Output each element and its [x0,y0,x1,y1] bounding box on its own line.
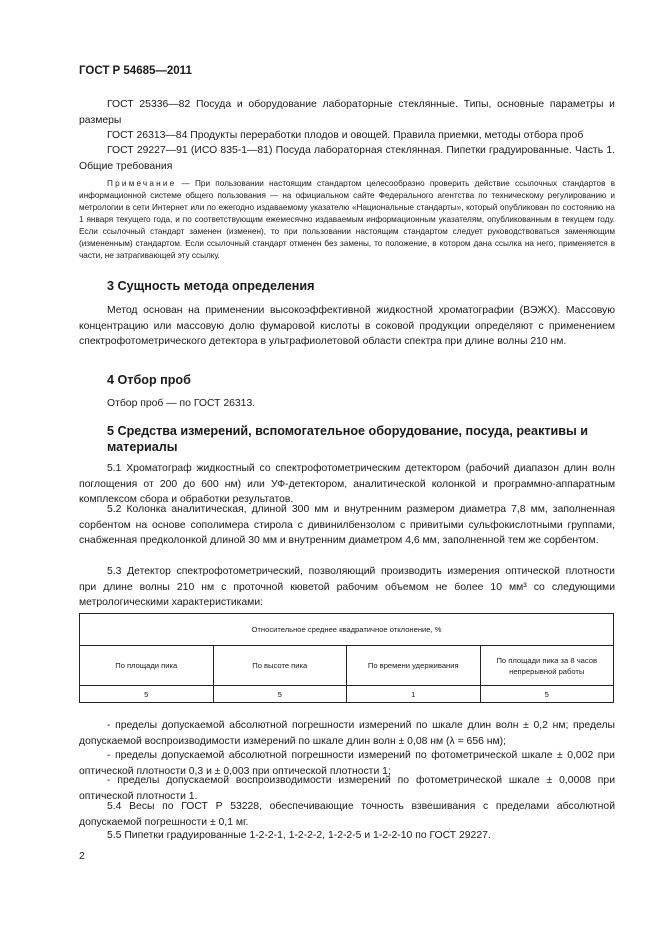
table-header: По высоте пика [213,646,347,686]
table-cell: 5 [213,686,347,703]
ref-gost-26313: ГОСТ 26313—84 Продукты переработки плодов и овощей. Правила приемки, методы отбора проб [107,130,584,141]
table-caption: Относительное среднее квадратичное отклонение, % [80,614,614,646]
metrology-table [79,613,614,703]
section-4-title: 4 Отбор проб [107,373,191,387]
page-number: 2 [79,851,85,862]
table-cell: 1 [347,686,481,703]
table-cell: 5 [480,686,614,703]
table-header: По площади пика за 8 часов непрерывной работы [480,646,614,686]
para-5-1: 5.1 Хроматограф жидкостный со спектрофотометрическим детектором (рабочий диапазон длин волн поглощения от 200 до 600 нм) или УФ-детектором, аналитической колонкой и программно-аппаратным комплексом сбора и обработки результатов. [79,463,615,505]
ref-gost-25336: ГОСТ 25336—82 Посуда и оборудование лабораторные стеклянные. Типы, основные параметры и размеры [79,99,615,126]
ref-gost-29227: ГОСТ 29227—91 (ИСО 835-1—81) Посуда лабораторная стеклянная. Пипетки градуированные. Часть 1. Общие требования [79,145,615,172]
para-5-5: 5.5 Пипетки градуированные 1-2-2-1, 1-2-2-2, 1-2-2-5 и 1-2-2-10 по ГОСТ 29227. [107,830,491,841]
note-label: Примечание [107,179,177,188]
document-header: ГОСТ Р 54685—2011 [79,65,192,77]
section-4-text: Отбор проб — по ГОСТ 26313. [107,398,256,409]
table-header: По площади пика [80,646,214,686]
limit-wavelength: - пределы допускаемой абсолютной погрешности измерений по шкале длин волн ± 0,2 нм; пределы допускаемой воспроизводимости измерений по шкале длин волн ± 0,08 нм (λ = 656 нм); [79,720,615,747]
para-5-2: 5.2 Колонка аналитическая, длиной 300 мм и внутренним размером диаметра 7,8 мм, заполненная сорбентом на основе сополимера стирола с дивинилбензолом с привитыми сульфокислотными группами, снабженная предколонкой длиной 30 мм и внутренним диаметром 4,6 мм, заполненной тем же сорбентом. [79,504,615,546]
para-5-4: 5.4 Весы по ГОСТ Р 53228, обеспечивающие точность взвешивания с пределами абсолютной допускаемой погрешности ± 0,1 мг. [79,801,615,828]
note-text: — При пользовании настоящим стандартом целесообразно проверить действие ссылочных стандартов в информационной системе общего пользования — на официальном сайте Федерального агентства по техническому регулированию и метрологии в сети Интернет или по ежегодно издаваемому указателю «Национальные стандарты», который опубликован по состоянию на 1 января текущего года, и по соответствующим ежемесячно издаваемым информационным указателям, опубликованным в текущем году. Если ссылочный стандарт заменен (изменен), то при пользовании настоящим стандартом следует руководствоваться заменяющим (измененным) стандартом. Если ссылочный стандарт отменен без замены, то положение, в котором дана ссылка на него, применяется в части, не затрагивающей эту ссылку. [79,179,615,260]
table-header: По времени удерживания [347,646,481,686]
limit-photometric-repro: - пределы допускаемой воспроизводимости измерений по фотометрической шкале ± 0,0008 при оптической плотности 1. [79,775,615,802]
para-5-3: 5.3 Детектор спектрофотометрический, позволяющий производить измерения оптической плотности при длине волны 210 нм с проточной кюветой рабочим объемом не более 10 мм³ со следующими метрологическими характеристиками: [79,566,615,608]
section-5-title: 5 Средства измерений, вспомогательное оборудование, посуда, реактивы и материалы [107,424,589,454]
section-3-text: Метод основан на применении высокоэффективной жидкостной хроматографии (ВЭЖХ). Массовую концентрацию или массовую долю фумаровой кислоты в соковой продукции определяют с применением спектрофотометрического детектора в ультрафиолетовой области спектра при длине волны 210 нм. [79,305,615,347]
note-block [79,178,615,262]
limit-photometric-abs: - пределы допускаемой абсолютной погрешности измерений по фотометрической шкале ± 0,002 при оптической плотности 0,3 и ± 0,003 при оптической плотности 1; [79,750,615,777]
section-3-title: 3 Сущность метода определения [107,279,315,293]
table-cell: 5 [80,686,214,703]
